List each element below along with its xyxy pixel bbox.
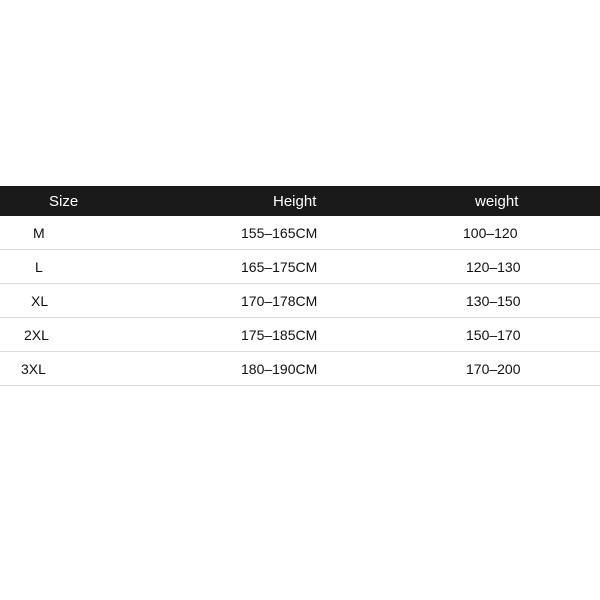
table-row	[0, 352, 600, 386]
cell-weight: 130–150	[466, 293, 521, 309]
table-row	[0, 216, 600, 250]
cell-weight: 120–130	[466, 259, 521, 275]
table-row	[0, 250, 600, 284]
cell-height: 175–185CM	[241, 327, 318, 343]
cell-size: 2XL	[24, 327, 49, 343]
cell-size: L	[35, 259, 43, 275]
header-size: Size	[49, 193, 79, 210]
table-row	[0, 284, 600, 318]
table-row	[0, 318, 600, 352]
table-header-row	[0, 186, 600, 216]
cell-size: M	[33, 225, 45, 241]
cell-height: 165–175CM	[241, 259, 318, 275]
cell-height: 180–190CM	[241, 361, 318, 377]
cell-size: XL	[31, 293, 49, 309]
cell-weight: 150–170	[466, 327, 521, 343]
size-chart-table	[0, 186, 600, 386]
header-height: Height	[273, 193, 317, 210]
cell-size: 3XL	[21, 361, 46, 377]
cell-weight: 100–120	[463, 225, 518, 241]
cell-height: 170–178CM	[241, 293, 318, 309]
header-weight: weight	[475, 193, 519, 210]
cell-height: 155–165CM	[241, 225, 318, 241]
cell-weight: 170–200	[466, 361, 521, 377]
